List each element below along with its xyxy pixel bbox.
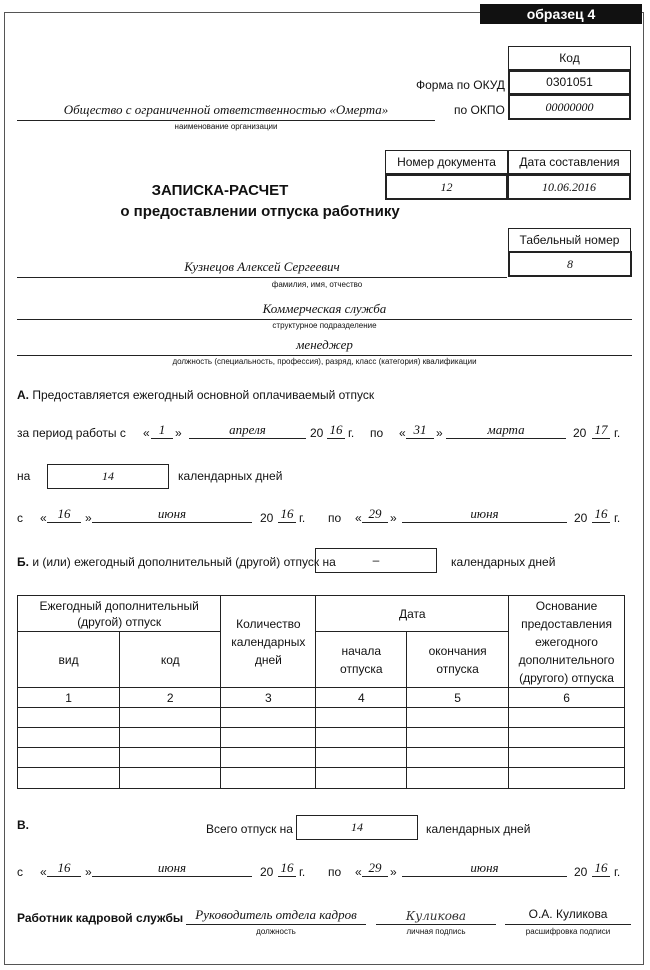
col-num-2: 2 xyxy=(120,688,221,708)
from-label: с xyxy=(17,865,23,879)
period-label: за период работы с xyxy=(17,426,126,440)
table-row xyxy=(18,748,625,768)
th-additional-leave: Ежегодный дополнительный (другой) отпуск xyxy=(18,596,221,632)
tab-number-header: Табельный номер xyxy=(508,228,631,252)
additional-leave-days: – xyxy=(315,548,437,573)
table-row xyxy=(18,708,625,728)
period-from-year: 16 xyxy=(327,422,345,439)
to-label: по xyxy=(328,865,342,879)
col-num-6: 6 xyxy=(509,688,625,708)
total-days: 14 xyxy=(296,815,418,840)
year-suffix: г. xyxy=(614,865,621,879)
sample-badge: образец 4 xyxy=(480,4,642,24)
employee-name-caption: фамилия, имя, отчество xyxy=(271,280,363,289)
th-end: окончания отпуска xyxy=(407,632,509,688)
leave-from-day: 16 xyxy=(47,506,81,523)
section-b-heading: Б. и (или) ежегодный дополнительный (другой) отпуск на xyxy=(17,555,336,569)
year-prefix: 20 xyxy=(260,511,274,525)
doc-date-header: Дата составления xyxy=(508,150,631,174)
year-prefix: 20 xyxy=(310,426,324,440)
signature-field xyxy=(376,907,496,925)
additional-leave-table xyxy=(17,595,625,789)
doc-number-header: Номер документа xyxy=(385,150,508,174)
calendar-days-label: календарных дней xyxy=(426,822,531,836)
th-code: код xyxy=(120,632,221,688)
leave-from-year: 16 xyxy=(278,506,296,523)
title-line2: о предоставлении отпуска работнику xyxy=(120,203,400,220)
main-leave-days: 14 xyxy=(47,464,169,489)
th-date: Дата xyxy=(316,596,509,632)
th-type: вид xyxy=(18,632,120,688)
quote-close: » xyxy=(436,426,443,440)
leave-to-day: 29 xyxy=(362,506,388,523)
year-prefix: 20 xyxy=(574,865,588,879)
table-row xyxy=(18,728,625,748)
department-caption: структурное подразделение xyxy=(272,321,377,330)
leave-to-year: 16 xyxy=(592,506,610,523)
department: Коммерческая служба xyxy=(17,301,632,320)
period-from-day: 1 xyxy=(151,422,173,439)
col-num-5: 5 xyxy=(407,688,509,708)
okud-value: 0301051 xyxy=(508,70,631,95)
year-suffix: г. xyxy=(299,865,306,879)
doc-date-value: 10.06.2016 xyxy=(507,174,631,200)
leave-to-month: июня xyxy=(402,506,567,523)
year-suffix: г. xyxy=(299,511,306,525)
quote-close: » xyxy=(390,865,397,879)
year-prefix: 20 xyxy=(574,511,588,525)
year-suffix: г. xyxy=(614,511,621,525)
calendar-days-label: календарных дней xyxy=(451,555,556,569)
to-label: по xyxy=(328,511,342,525)
signer-position: Руководитель отдела кадров xyxy=(186,907,366,925)
calendar-days-label: календарных дней xyxy=(178,469,283,483)
signer-name: О.А. Куликова xyxy=(505,907,631,925)
signature-caption: личная подпись xyxy=(406,927,466,936)
quote-open: « xyxy=(143,426,150,440)
period-to-year: 17 xyxy=(592,422,610,439)
organization-name: Общество с ограниченной ответственностью «Омерта» xyxy=(17,102,435,121)
hr-worker-label: Работник кадровой службы xyxy=(17,911,184,925)
th-days-count: Количество календарных дней xyxy=(221,596,316,688)
col-num-4: 4 xyxy=(316,688,407,708)
okpo-label: по ОКПО xyxy=(454,103,505,117)
col-num-3: 3 xyxy=(221,688,316,708)
quote-open: « xyxy=(355,865,362,879)
year-prefix: 20 xyxy=(260,865,274,879)
quote-close: » xyxy=(390,511,397,525)
period-to-day: 31 xyxy=(406,422,434,439)
leave-from-month: июня xyxy=(92,506,252,523)
doc-number-value: 12 xyxy=(385,174,508,200)
col-num-1: 1 xyxy=(18,688,120,708)
quote-open: « xyxy=(355,511,362,525)
handwritten-signature: Куликова xyxy=(405,909,467,923)
employee-name: Кузнецов Алексей Сергеевич xyxy=(17,259,507,278)
section-v-heading: В. xyxy=(17,818,29,832)
tab-number-value: 8 xyxy=(508,251,632,277)
quote-open: « xyxy=(40,865,47,879)
from-label: с xyxy=(17,511,23,525)
table-row xyxy=(18,768,625,789)
title-line1: ЗАПИСКА-РАСЧЕТ xyxy=(151,182,289,199)
th-basis: Основание предоставления ежегодного дополнительного (другого) отпуска xyxy=(509,596,625,688)
total-to-day: 29 xyxy=(362,860,388,877)
total-label: Всего отпуск на xyxy=(206,822,293,836)
signer-name-caption: расшифровка подписи xyxy=(525,927,611,936)
quote-open: « xyxy=(40,511,47,525)
period-to-month: марта xyxy=(446,422,566,439)
total-to-month: июня xyxy=(402,860,567,877)
total-from-year: 16 xyxy=(278,860,296,877)
okpo-value: 00000000 xyxy=(508,94,631,120)
total-from-day: 16 xyxy=(47,860,81,877)
on-label: на xyxy=(17,469,31,483)
year-suffix: г. xyxy=(348,426,355,440)
signer-position-caption: должность xyxy=(256,927,296,936)
quote-close: » xyxy=(175,426,182,440)
position: менеджер xyxy=(17,337,632,356)
organization-caption: наименование организации xyxy=(174,122,278,131)
position-caption: должность (специальность, профессия), разряд, класс (категория) квалификации xyxy=(172,357,477,366)
section-a-heading: А. Предоставляется ежегодный основной оплачиваемый отпуск xyxy=(17,388,375,402)
quote-open: « xyxy=(399,426,406,440)
quote-close: » xyxy=(85,511,92,525)
year-prefix: 20 xyxy=(573,426,587,440)
period-from-month: апреля xyxy=(189,422,306,439)
year-suffix: г. xyxy=(614,426,621,440)
okud-label: Форма по ОКУД xyxy=(416,78,505,92)
th-start: начала отпуска xyxy=(316,632,407,688)
code-header: Код xyxy=(508,46,631,70)
total-to-year: 16 xyxy=(592,860,610,877)
total-from-month: июня xyxy=(92,860,252,877)
to-label: по xyxy=(370,426,384,440)
quote-close: » xyxy=(85,865,92,879)
